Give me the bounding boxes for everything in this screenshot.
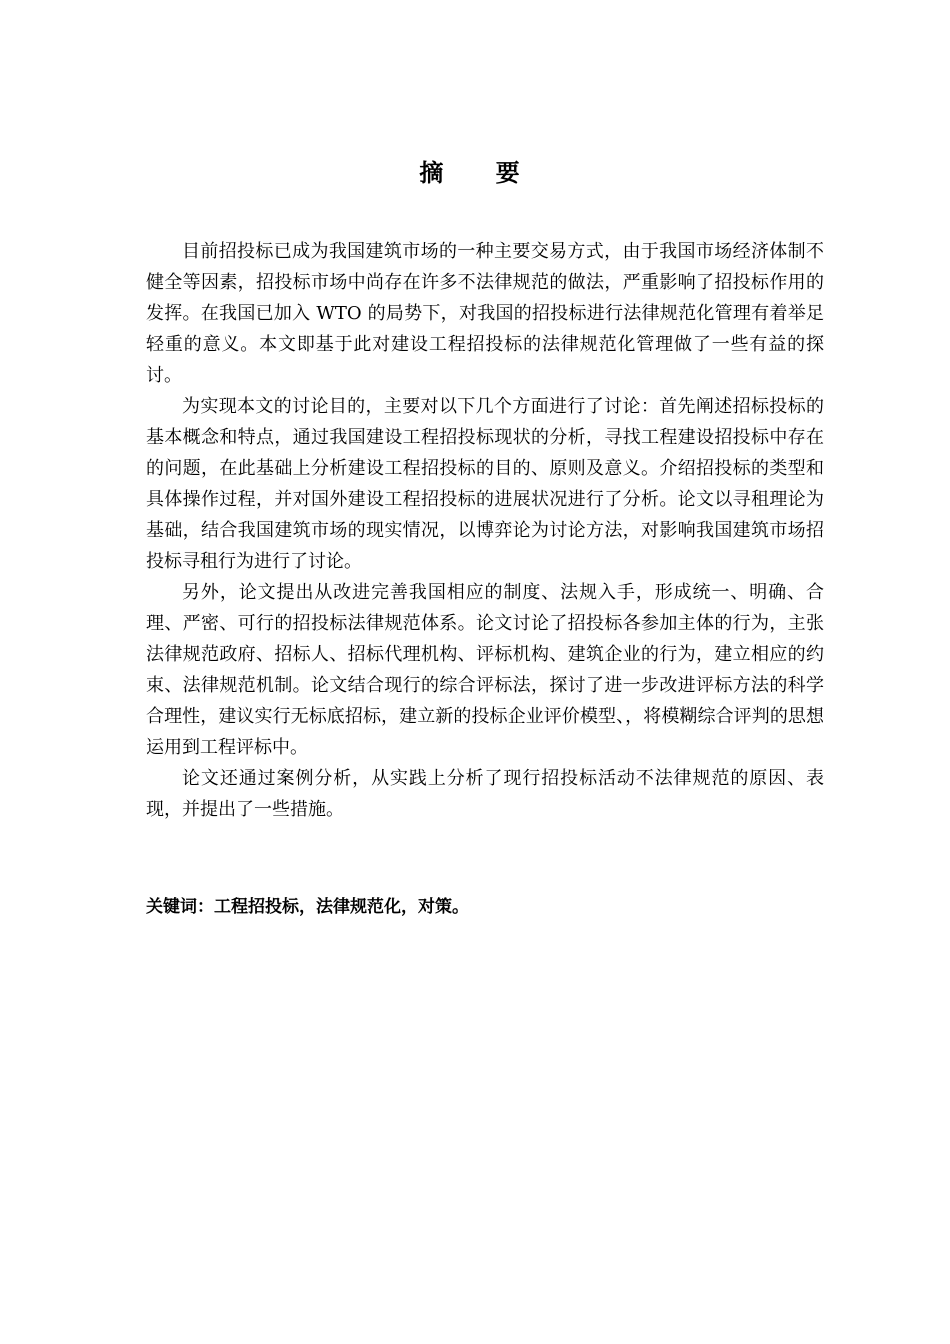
keywords-line: 关键词：工程招投标，法律规范化，对策。 (146, 897, 469, 917)
abstract-paragraph-1: 目前招投标已成为我国建筑市场的一种主要交易方式，由于我国市场经济体制不健全等因素，招投标市场中尚存在许多不法律规范的做法，严重影响了招投标作用的发挥。在我国已加入 WTO 的局势下，对我国的招投标进行法律规范化管理有着举足轻重的意义。本文即基于此对建设工程招投标的法律规范化管理做了一些有益的探讨。 (146, 241, 824, 386)
abstract-paragraph-3: 另外，论文提出从改进完善我国相应的制度、法规入手，形成统一、明确、合理、严密、可行的招投标法律规范体系。论文讨论了招投标各参加主体的行为，主张法律规范政府、招标人、招标代理机构、评标机构、建筑企业的行为，建立相应的约束、法律规范机制。论文结合现行的综合评标法，探讨了进一步改进评标方法的科学合理性，建议实行无标底招标，建立新的投标企业评价模型、，将模糊综合评判的思想运用到工程评标中。 (146, 582, 824, 758)
abstract-title: 摘 要 (419, 159, 542, 187)
abstract-body (146, 236, 824, 825)
abstract-paragraph-2: 为实现本文的讨论目的，主要对以下几个方面进行了讨论：首先阐述招标投标的基本概念和特点，通过我国建设工程招投标现状的分析，寻找工程建设招投标中存在的问题，在此基础上分析建设工程招投标的目的、原则及意义。介绍招投标的类型和具体操作过程，并对国外建设工程招投标的进展状况进行了分析。论文以寻租理论为基础，结合我国建筑市场的现实情况，以博弈论为讨论方法，对影响我国建筑市场招投标寻租行为进行了讨论。 (146, 396, 824, 572)
abstract-paragraph-4: 论文还通过案例分析，从实践上分析了现行招投标活动不法律规范的原因、表现，并提出了一些措施。 (146, 768, 824, 820)
